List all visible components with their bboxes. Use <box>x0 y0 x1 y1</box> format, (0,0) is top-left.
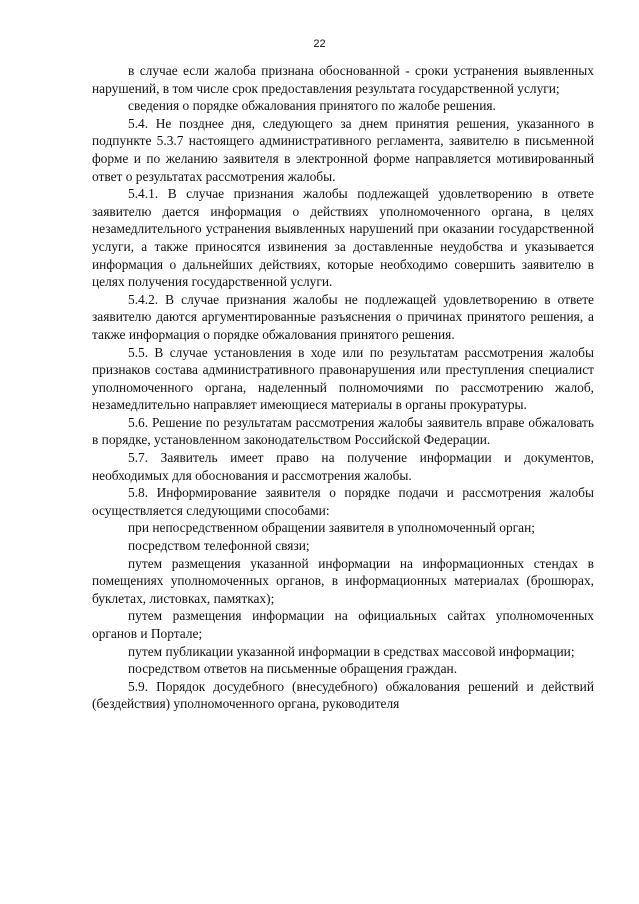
list-item-direct-appeal: при непосредственном обращении заявителя в уполномоченный орган; <box>128 520 535 536</box>
list-item-telephone: посредством телефонной связи; <box>128 538 310 554</box>
list-item-written-responses: посредством ответов на письменные обращения граждан. <box>128 661 458 677</box>
paragraph-grounds-deadlines: в случае если жалоба признана обоснованной - сроки устранения выявленных нарушений, в том числе срок предоставления результата государственной услуги; <box>92 63 594 96</box>
paragraph-5-4-1: 5.4.1. В случае признания жалобы подлежащей удовлетворению в ответе заявителю дается информация о действиях уполномоченного органа, в целях незамедлительного устранения выявленных нарушений при оказании государственной услуги, а также приносятся извинения за доставленные неудобства и указывается информация о дальнейших действиях, которые необходимо совершить заявителю в целях получения государственной услуги. <box>92 186 594 290</box>
list-item-info-stands: путем размещения указанной информации на информационных стендах в помещениях уполномоченных органов, в информационных материалах (брошюрах, буклетах, листовках, памятках); <box>92 555 594 606</box>
paragraph-5-9: 5.9. Порядок досудебного (внесудебного) обжалования решений и действий (бездействия) уполномоченного органа, руководителя <box>92 678 594 712</box>
paragraph-5-6: 5.6. Решение по результатам рассмотрения жалобы заявитель вправе обжаловать в порядке, установленном законодательством Российской Федерации. <box>92 414 594 448</box>
paragraph-appeal-procedure-info: сведения о порядке обжалования принятого по жалобе решения. <box>128 98 496 114</box>
paragraph-5-4-2: 5.4.2. В случае признания жалобы не подлежащей удовлетворению в ответе заявителю даются аргументированные разъяснения о причинах принятого решения, а также информация о порядке обжалования принятого решения. <box>92 291 594 342</box>
paragraph-5-7: 5.7. Заявитель имеет право на получение информации и документов, необходимых для обоснования и рассмотрения жалобы. <box>92 450 594 483</box>
paragraph-5-8: 5.8. Информирование заявителя о порядке подачи и рассмотрения жалобы осуществляется следующими способами: <box>92 485 594 518</box>
paragraph-5-5: 5.5. В случае установления в ходе или по результатам рассмотрения жалобы признаков состава административного правонарушения или преступления специалист уполномоченного органа, наделенный полномочиями по рассмотрению жалоб, незамедлительно направляет имеющиеся материалы в органы прокуратуры. <box>92 344 594 413</box>
document-body <box>92 62 594 713</box>
paragraph-5-4: 5.4. Не позднее дня, следующего за днем принятия решения, указанного в подпункте 5.3.7 настоящего административного регламента, заявителю в письменной форме и по желанию заявителя в электронной форме направляется мотивированный ответ о результатах рассмотрения жалобы. <box>92 115 594 184</box>
list-item-official-sites: путем размещения информации на официальных сайтах уполномоченных органов и Портале; <box>92 608 594 641</box>
page-number: 22 <box>313 38 326 50</box>
list-item-mass-media: путем публикации указанной информации в средствах массовой информации; <box>128 643 575 659</box>
